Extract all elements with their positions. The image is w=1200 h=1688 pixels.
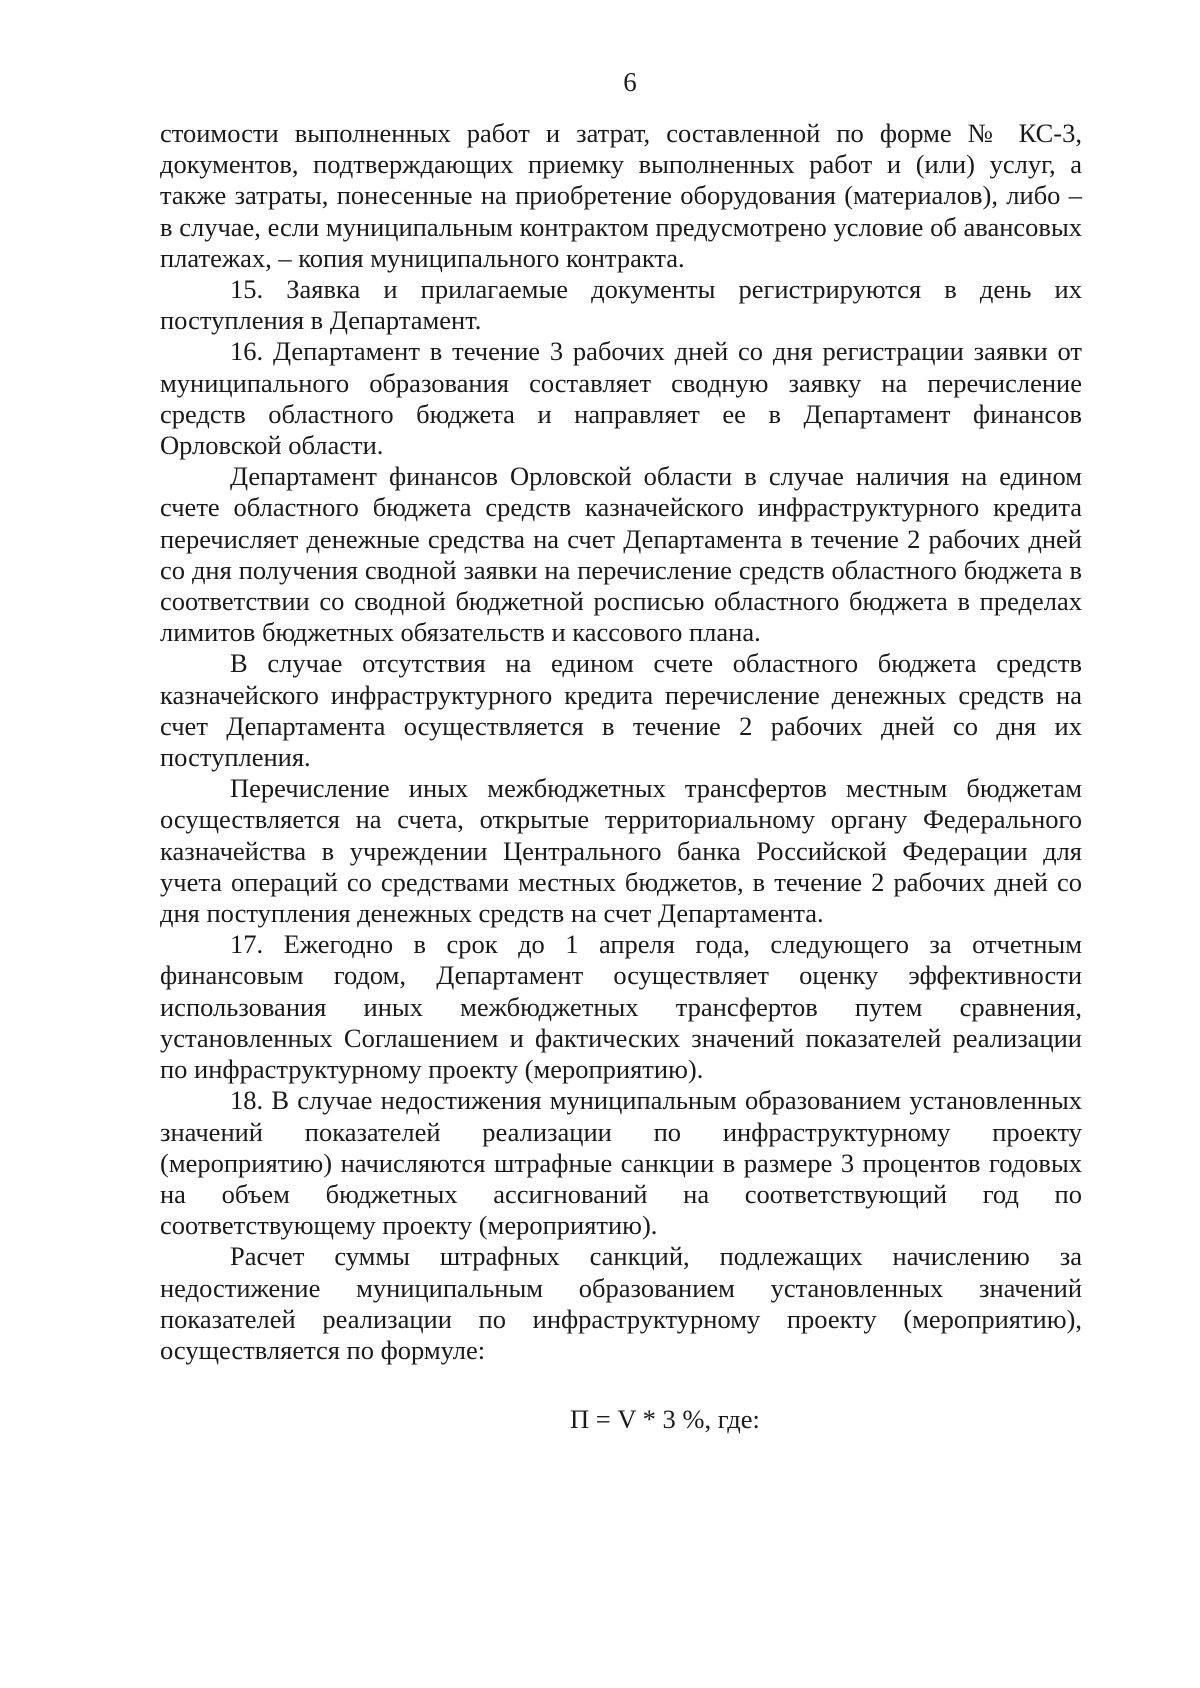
- paragraph-item-17: 17. Ежегодно в срок до 1 апреля года, следующего за отчетным финансовым годом, Департамент осуществляет оценку эффективности использования иных межбюджетных трансфертов путем сравнения, установленных Соглашением и фактических значений показателей реализации по инфраструктурному проекту (мероприятию).: [160, 929, 1082, 1085]
- paragraph-finance-department: Департамент финансов Орловской области в случае наличия на едином счете областного бюджета средств казначейского инфраструктурного кредита перечисляет денежные средства на счет Департамента в течение 2 рабочих дней со дня получения сводной заявки на перечисление средств областного бюджета в соответствии со сводной бюджетной росписью областного бюджета в пределах лимитов бюджетных обязательств и кассового плана.: [160, 461, 1082, 648]
- page-number: 6: [623, 67, 637, 97]
- paragraph-item-16: 16. Департамент в течение 3 рабочих дней со дня регистрации заявки от муниципального образования составляет сводную заявку на перечисление средств областного бюджета и направляет ее в Департамент финансов Орловской области.: [160, 336, 1082, 461]
- paragraph-item-15: 15. Заявка и прилагаемые документы регистрируются в день их поступления в Департамент.: [160, 274, 1082, 336]
- paragraph-continuation: стоимости выполненных работ и затрат, составленной по форме № КС-3, документов, подтверждающих приемку выполненных работ и (или) услуг, а также затраты, понесенные на приобретение оборудования (материалов), либо – в случае, если муниципальным контрактом предусмотрено условие об авансовых платежах, – копия муниципального контракта.: [160, 118, 1082, 273]
- paragraph-item-18: 18. В случае недостижения муниципальным образованием установленных значений показателей реализации по инфраструктурному проекту (мероприятию) начисляются штрафные санкции в размере 3 процентов годовых на объем бюджетных ассигнований на соответствующий год по соответствующему проекту (мероприятию).: [160, 1085, 1082, 1241]
- document-body: [160, 118, 1082, 1435]
- penalty-formula: П = V * 3 %, где:: [570, 1404, 760, 1435]
- paragraph-penalty-calculation: Расчет суммы штрафных санкций, подлежащих начислению за недостижение муниципальным образованием установленных значений показателей реализации по инфраструктурному проекту (мероприятию), осуществляется по формуле:: [160, 1241, 1082, 1365]
- paragraph-absence-of-funds: В случае отсутствия на едином счете областного бюджета средств казначейского инфраструктурного кредита перечисление денежных средств на счет Департамента осуществляется в течение 2 рабочих дней со дня их поступления.: [160, 648, 1082, 773]
- paragraph-transfers: Перечисление иных межбюджетных трансфертов местным бюджетам осуществляется на счета, открытые территориальному органу Федерального казначейства в учреждении Центрального банка Российской Федерации для учета операций со средствами местных бюджетов, в течение 2 рабочих дней со дня поступления денежных средств на счет Департамента.: [160, 773, 1082, 929]
